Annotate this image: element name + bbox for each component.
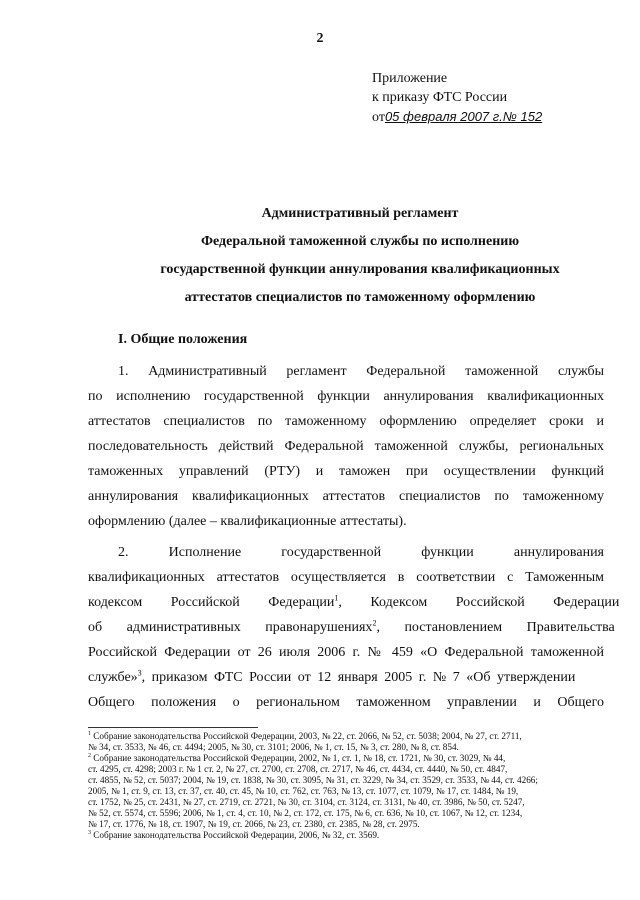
footnote-2-cont: № 17, ст. 1776, № 18, ст. 1907, № 19, ст. 2066, № 23, ст. 2380, ст. 2385, № 28, ст. 2975. [88,819,420,829]
paragraph1-line: аннулирования квалификационных аттестатов специалистов по таможенному [88,489,604,504]
citation-government-decree: , постановлением Правительства [376,620,615,635]
appendix-date-line [372,107,542,127]
paragraph1-line: 1. Административный регламент Федеральной таможенной службы [118,364,604,379]
appendix-block [372,69,542,127]
paragraph2-line: 2. Исполнение государственной функции аннулирования [118,545,604,560]
citation-fts-service: службе» [88,670,138,685]
paragraph2-line: Российской Федерации от 26 июля 2006 г. № 459 «О Федеральной таможенной [88,645,604,660]
paragraph2-line [88,668,604,688]
footnote-3 [88,830,604,841]
footnote-1 [88,731,604,742]
appendix-label: Приложение [372,71,448,86]
appendix-handwritten-number: 05 февраля 2007 г.№ 152 [384,109,543,124]
footnote-ref-1: 1 [334,593,339,603]
document-title [60,200,640,312]
footnote-ref-2: 2 [372,618,377,628]
section-heading: I. Общие положения [118,332,248,347]
footnote-text: Собрание законодательства Российской Федерации, 2002, № 1, ст. 1, № 18, ст. 1721, № 30, ст. 3029, № 44, [93,753,506,763]
footnote-2-cont: ст. 4855, № 52, ст. 5037; 2004, № 19, ст. 1838, № 30, ст. 3095, № 31, ст. 3229, № 34, ст. 3529, ст. 3533, № 44, ст. 4266; [88,775,538,785]
paragraph2-line: квалификационных аттестатов осуществляется в соответствии с Таможенным [88,570,604,585]
footnote-2-cont: 2005, № 1, ст. 9, ст. 13, ст. 37, ст. 40, ст. 45, № 10, ст. 762, ст. 763, № 13, ст. 1077, ст. 1079, № 17, ст. 1484, № 19, [88,786,519,796]
title-line-3: государственной функции аннулирования квалификационных [160,262,560,277]
paragraph2-line [88,618,615,638]
title-line-1: Административный регламент [261,206,459,221]
footnote-mark: 2 [88,752,91,759]
footnote-2-cont: ст. 1752, № 25, ст. 2431, № 27, ст. 2719, ст. 2721, № 30, ст. 3104, ст. 3124, ст. 3131, № 40, ст. 3986, № 50, ст. 5247, [88,797,525,807]
footnote-ref-3: 3 [137,668,142,678]
footnote-text: Собрание законодательства Российской Федерации, 2003, № 22, ст. 2066, № 52, ст. 5038; 2004, № 27, ст. 2711, [93,731,522,741]
paragraph1-line: таможенных управлений (РТУ) и таможен при осуществлении функций [88,464,604,479]
footnote-text: Собрание законодательства Российской Федерации, 2006, № 32, ст. 3569. [93,830,380,840]
page-number: 2 [316,31,324,46]
paragraph2-line: Общего положения о региональном таможенном управлении и Общего [88,695,604,710]
footnote-mark: 3 [88,829,91,836]
footnote-mark: 1 [88,730,91,737]
footnote-2 [88,753,604,764]
paragraph1-line: по исполнению государственной функции аннулирования квалификационных [88,389,604,404]
appendix-order-ref: к приказу ФТС России [372,90,508,105]
paragraph2-line [88,593,620,613]
footnote-1-cont: № 34, ст. 3533, № 46, ст. 4494; 2005, № 30, ст. 3101; 2006, № 1, ст. 15, № 3, ст. 280, № 8, ст. 854. [88,742,459,752]
footnote-separator [88,727,258,728]
paragraph1-line: последовательность действий Федеральной таможенной службы, региональных [88,439,604,454]
citation-customs-code: кодексом Российской Федерации [88,595,335,610]
citation-admin-offenses: об административных правонарушениях [88,620,373,635]
citation-fts-order: , приказом ФТС России от 12 января 2005 г. № 7 «Об утверждении [141,670,576,685]
footnote-2-cont: ст. 4295, ст. 4298; 2003 г. № 1 ст. 2, № 27, ст. 2700, ст. 2708, ст. 2717, № 46, ст. 4434, ст. 4440, № 50, ст. 4847, [88,764,508,774]
appendix-date-prefix: от [372,110,385,125]
footnote-2-cont: № 52, ст. 5574, ст. 5596; 2006, № 1, ст. 4, ст. 10, № 2, ст. 172, ст. 175, № 6, ст. 636, № 10, ст. 1067, № 12, ст. 1234, [88,808,523,818]
citation-admin-code: , Кодексом Российской Федерации [338,595,620,610]
paragraph1-line: оформлению (далее – квалификационные аттестаты). [88,514,407,529]
paragraph1-line: аттестатов специалистов по таможенному оформлению определяет сроки и [88,414,604,429]
title-line-2: Федеральной таможенной службы по исполнению [200,234,520,249]
title-line-4: аттестатов специалистов по таможенному оформлению [184,290,536,305]
